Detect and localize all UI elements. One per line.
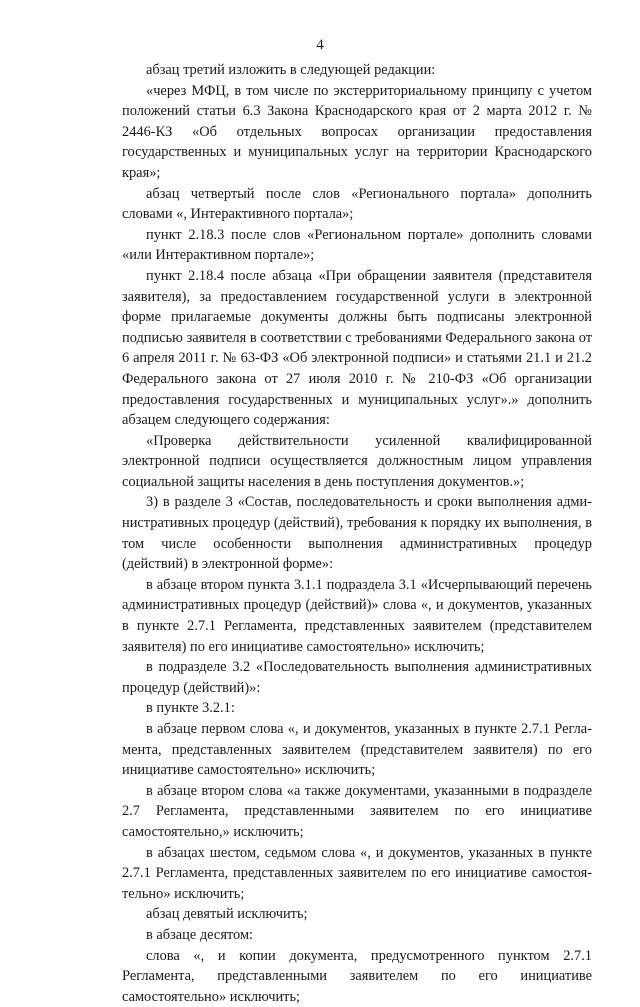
paragraph: «через МФЦ, в том числе по экстерриториальному принципу с учетом положений статьи 6.3 Закона Краснодарского края от 2 марта 2012 г. № 2446-КЗ «Об отдельных вопросах организации предоставления государственных и муниципальных услуг на территории Краснодарского края»; bbox=[122, 82, 592, 181]
page-number: 4 bbox=[316, 37, 324, 53]
paragraph: пункт 2.18.4 после абзаца «При обращении заявителя (представителя заявителя), за предоставлением государственной услуги в электронной форме прилагаемые документы должны быть подписаны электронной подписью заявителя в соответствии с требованиями Федерального закона от 6 апреля 2011 г. № 63-ФЗ «Об электронной подписи» и статьями 21.1 и 21.2 Федерального закона от 27 июля 2010 г. № 210-ФЗ «Об организации предоставления государственных и муниципальных услуг».» дополнить абзацем следующего содержания: bbox=[122, 267, 592, 429]
paragraph: в подразделе 3.2 «Последовательность выполнения административных процедур (действий)»: bbox=[122, 659, 592, 696]
paragraph: в абзаце первом слова «, и документов, указанных в пункте 2.7.1 Регламента, представленных заявителем (представителем заявителя) по его инициативе самостоятельно» исключить; bbox=[122, 721, 592, 779]
paragraph: слова «, и копии документа, предусмотренного пунктом 2.7.1 Регламента, представленными заявителем по его инициативе самостоятельно» исключить; bbox=[122, 947, 592, 1005]
paragraph: абзац четвертый после слов «Регионального портала» дополнить словами «, Интерактивного портала»; bbox=[122, 185, 592, 223]
paragraph: в абзаце десятом: bbox=[146, 926, 254, 943]
document-body bbox=[122, 60, 592, 1007]
paragraph: в абзаце втором слова «а также документами, указанными в подразделе 2.7 Регламента, представленными заявителем по его инициативе самостоятельно,» исключить; bbox=[122, 782, 592, 840]
paragraph: в абзаце втором пункта 3.1.1 подраздела 3.1 «Исчерпывающий перечень административных процедур (действий)» слова «, и документов, указанных в пункте 2.7.1 Регламента, представленных заявителем (представителем заявителя) по его инициативе самостоятельно» исключить; bbox=[122, 576, 592, 655]
paragraph: пункт 2.18.3 после слов «Региональном портале» дополнить словами «или Интерактивном портале»; bbox=[122, 226, 592, 264]
paragraph: «Проверка действительности усиленной квалифицированной электронной подписи осуществляется должностным лицом управления социальной защиты населения в день поступления документов.»; bbox=[122, 432, 592, 490]
paragraph: 3) в разделе 3 «Состав, последовательность и сроки выполнения административных процедур (действий), требования к порядку их выполнения, в том числе особенности выполнения административных процедур (действий) в электронной форме»: bbox=[122, 494, 592, 573]
paragraph: в пункте 3.2.1: bbox=[146, 700, 235, 717]
paragraph: в абзацах шестом, седьмом слова «, и документов, указанных в пункте 2.7.1 Регламента, представленных заявителем по его инициативе самостоятельно» исключить; bbox=[122, 844, 592, 902]
paragraph: абзац третий изложить в следующей редакции: bbox=[146, 62, 436, 78]
paragraph: абзац девятый исключить; bbox=[146, 906, 308, 923]
